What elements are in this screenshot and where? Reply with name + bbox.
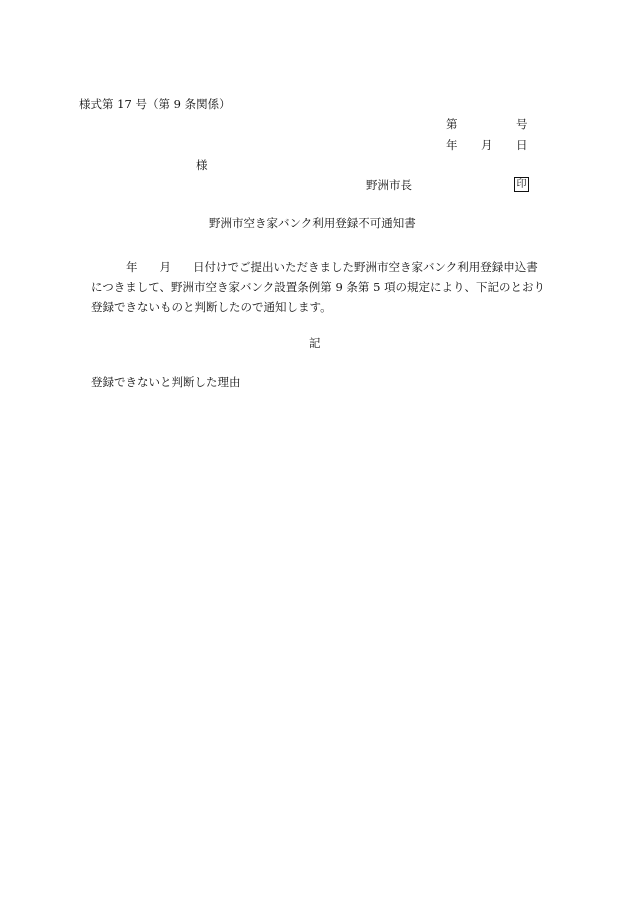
document-title: 野洲市空き家バンク利用登録不可通知書	[209, 216, 416, 230]
issue-number	[446, 119, 528, 131]
body-paragraph	[91, 257, 561, 317]
reason-label: 登録できないと判断した理由	[91, 375, 241, 389]
issue-number-suffix: 号	[516, 117, 528, 131]
recipient-honorific: 様	[196, 158, 208, 172]
issue-date	[446, 140, 528, 152]
body-line-1-text: 日付けでご提出いただきました野洲市空き家バンク利用登録申込書	[193, 260, 538, 274]
ki-heading: 記	[309, 336, 321, 350]
issue-date-day: 日	[516, 138, 528, 152]
issue-number-prefix: 第	[446, 117, 458, 131]
form-number-label: 様式第 17 号（第 9 条関係）	[79, 97, 231, 111]
body-year: 年	[126, 260, 138, 274]
seal-stamp-box: 印	[514, 177, 529, 192]
body-line-2: につきまして、野洲市空き家バンク設置条例第 9 条第 5 項の規定により、下記のとおり	[91, 280, 546, 294]
body-month: 月	[159, 260, 171, 274]
issue-date-year: 年	[446, 138, 458, 152]
body-line-1	[91, 257, 561, 277]
body-line-3: 登録できないものと判断したので通知します。	[91, 300, 332, 314]
sender-title: 野洲市長	[366, 178, 412, 192]
issue-date-month: 月	[481, 138, 493, 152]
